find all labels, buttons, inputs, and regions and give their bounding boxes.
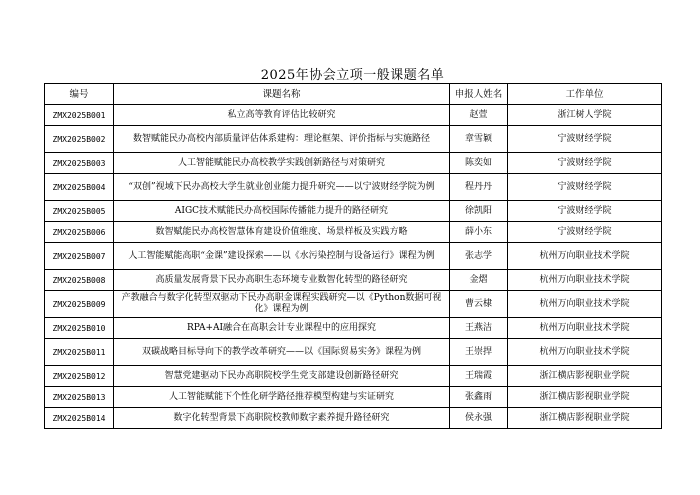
cell-applicant: 程丹丹	[450, 174, 508, 201]
cell-code: ZMX2025B007	[45, 243, 114, 270]
cell-applicant: 薛小东	[450, 222, 508, 243]
cell-unit: 杭州万向职业技术学院	[508, 270, 662, 291]
cell-code: ZMX2025B010	[45, 318, 114, 339]
cell-topic: 私立高等教育评估比较研究	[114, 105, 450, 126]
cell-applicant: 侯永强	[450, 408, 508, 429]
cell-applicant: 张鑫雨	[450, 387, 508, 408]
header-applicant: 申报人姓名	[450, 84, 508, 105]
table-row	[45, 291, 662, 318]
cell-topic: 人工智能赋能下个性化研学路径推荐模型构建与实证研究	[114, 387, 450, 408]
cell-code: ZMX2025B001	[45, 105, 114, 126]
cell-topic: 人工智能赋能民办高校教学实践创新路径与对策研究	[114, 153, 450, 174]
cell-applicant: 曹云棣	[450, 291, 508, 318]
cell-applicant: 张志学	[450, 243, 508, 270]
cell-code: ZMX2025B013	[45, 387, 114, 408]
table-row	[45, 408, 662, 429]
cell-code: ZMX2025B002	[45, 126, 114, 153]
cell-topic: 数智赋能民办高校智慧体育建设价值维度、场景样板及实践方略	[114, 222, 450, 243]
cell-unit: 浙江横店影视职业学院	[508, 387, 662, 408]
cell-unit: 杭州万向职业技术学院	[508, 339, 662, 366]
cell-applicant: 王崇捍	[450, 339, 508, 366]
cell-topic: 人工智能赋能高职“金课”建设探索——以《水污染控制与设备运行》课程为例	[114, 243, 450, 270]
table-row	[45, 270, 662, 291]
cell-unit: 浙江树人学院	[508, 105, 662, 126]
cell-code: ZMX2025B008	[45, 270, 114, 291]
header-topic: 课题名称	[114, 84, 450, 105]
cell-unit: 宁波财经学院	[508, 222, 662, 243]
table-row	[45, 387, 662, 408]
document-title: 2025年协会立项一般课题名单	[260, 68, 445, 83]
cell-applicant: 赵萱	[450, 105, 508, 126]
cell-code: ZMX2025B014	[45, 408, 114, 429]
cell-applicant: 王燕洁	[450, 318, 508, 339]
cell-topic: 产教融合与数字化转型双驱动下民办高职金课程实践研究—以《Python数据可视化》课程为例	[114, 291, 450, 318]
table-row	[45, 126, 662, 153]
cell-applicant: 金熠	[450, 270, 508, 291]
cell-applicant: 徐凯阳	[450, 201, 508, 222]
table-row	[45, 366, 662, 387]
cell-topic: 高质量发展背景下民办高职生态环境专业数智化转型的路径研究	[114, 270, 450, 291]
project-list-table	[44, 83, 662, 429]
cell-applicant: 王瑞霞	[450, 366, 508, 387]
cell-unit: 杭州万向职业技术学院	[508, 243, 662, 270]
cell-code: ZMX2025B005	[45, 201, 114, 222]
table-row	[45, 201, 662, 222]
header-unit: 工作单位	[508, 84, 662, 105]
table-row	[45, 318, 662, 339]
cell-unit: 杭州万向职业技术学院	[508, 318, 662, 339]
cell-topic: RPA+AI融合在高职会计专业课程中的应用探究	[114, 318, 450, 339]
cell-unit: 宁波财经学院	[508, 126, 662, 153]
cell-code: ZMX2025B006	[45, 222, 114, 243]
cell-unit: 杭州万向职业技术学院	[508, 291, 662, 318]
table-row	[45, 222, 662, 243]
table-row	[45, 174, 662, 201]
cell-topic: “双创”视域下民办高校大学生就业创业能力提升研究——以宁波财经学院为例	[114, 174, 450, 201]
cell-code: ZMX2025B004	[45, 174, 114, 201]
cell-code: ZMX2025B003	[45, 153, 114, 174]
cell-topic: 智慧党建驱动下民办高职院校学生党支部建设创新路径研究	[114, 366, 450, 387]
cell-unit: 浙江横店影视职业学院	[508, 366, 662, 387]
cell-code: ZMX2025B012	[45, 366, 114, 387]
cell-unit: 宁波财经学院	[508, 174, 662, 201]
cell-topic: 数智赋能民办高校内部质量评估体系建构：理论框架、评价指标与实施路径	[114, 126, 450, 153]
cell-topic: 数字化转型背景下高职院校教师数字素养提升路径研究	[114, 408, 450, 429]
cell-unit: 宁波财经学院	[508, 153, 662, 174]
cell-unit: 宁波财经学院	[508, 201, 662, 222]
table-row	[45, 339, 662, 366]
table-row	[45, 105, 662, 126]
header-code: 编号	[45, 84, 114, 105]
cell-applicant: 章雪颖	[450, 126, 508, 153]
cell-unit: 浙江横店影视职业学院	[508, 408, 662, 429]
cell-applicant: 陈奕如	[450, 153, 508, 174]
cell-code: ZMX2025B009	[45, 291, 114, 318]
table-row	[45, 243, 662, 270]
cell-code: ZMX2025B011	[45, 339, 114, 366]
table-row	[45, 153, 662, 174]
cell-topic: AIGC技术赋能民办高校国际传播能力提升的路径研究	[114, 201, 450, 222]
table-header-row	[45, 84, 662, 105]
cell-topic: 双碳战略目标导向下的教学改革研究——以《国际贸易实务》课程为例	[114, 339, 450, 366]
